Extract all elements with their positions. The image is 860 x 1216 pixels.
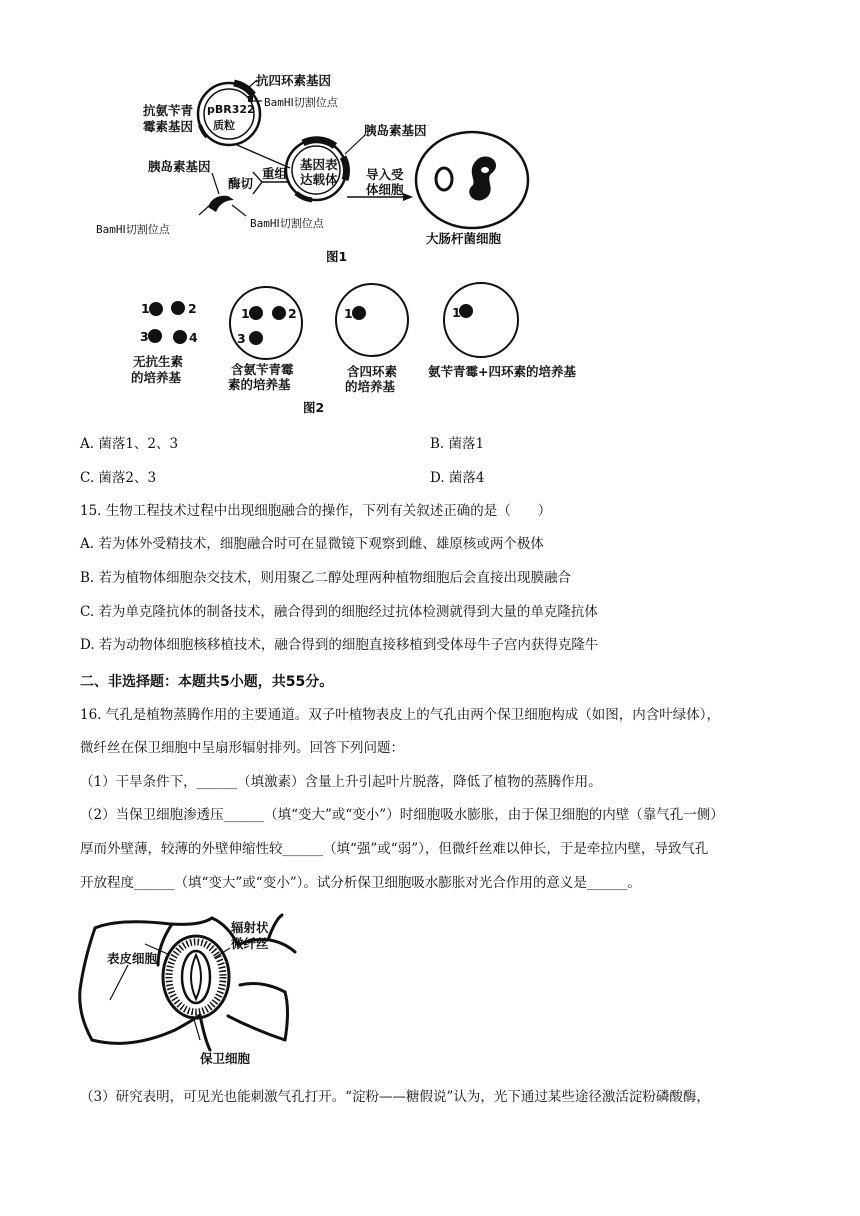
q16-sub3: （3）研究表明，可见光也能刺激气孔打开。“淀粉——糖假说”认为，光下通过某些途径激活淀粉磷酸酶， (80, 1089, 710, 1105)
figure-2-caption: 图2 (303, 400, 325, 415)
bamhi-top-label: BamHⅠ切割位点 (264, 96, 338, 109)
no-antibiotic-label-line2: 的培养基 (131, 370, 182, 385)
q14-option-d: D. 菌落4 (430, 470, 485, 486)
amp-medium-label-line1: 含氨苄青霉 (231, 362, 294, 377)
epidermal-wall-top-left (95, 918, 212, 928)
plasmid-label-line2: 质粒 (213, 119, 235, 132)
q15-option-d: D. 若为动物体细胞核移植技术，融合得到的细胞直接移植到受体母牛子宫内获得克隆牛 (80, 637, 599, 653)
bamhi-right-label: BamHⅠ切割位点 (250, 217, 324, 230)
q16-stem-line2: 微纤丝在保卫细胞中呈扇形辐射排列。回答下列问题： (80, 740, 404, 756)
insulin-gene-left-label: 胰岛素基因 (148, 159, 211, 174)
ecoli-label: 大肠杆菌细胞 (426, 231, 502, 246)
vector-label-line1: 基因表 (300, 157, 338, 172)
amp-tet-medium-label: 氨苄青霉+四环素的培养基 (428, 364, 576, 379)
plasmid-label-line1: pBR322 (207, 103, 255, 116)
colony-number-2-amp: 2 (288, 306, 297, 321)
guard-cell-pointer (193, 1016, 200, 1040)
colony-number-4: 4 (189, 330, 198, 345)
epidermal-wall-bottom (200, 1015, 210, 1050)
enzyme-cut-label: 酶切 (228, 176, 254, 191)
amp-gene-label-line1: 抗氨苄青 (143, 103, 194, 118)
import-label-line2: 体细胞 (366, 182, 404, 197)
epidermal-wall-right-edge (268, 915, 282, 940)
q16-sub2-line2: 厚而外壁薄，较薄的外壁伸缩性较______（填“强”或“弱”），但微纤丝难以伸长，于是牵拉内壁，导致气孔 (80, 841, 709, 857)
insulin-gene-right-label: 胰岛素基因 (364, 123, 427, 138)
q15-option-b: B. 若为植物体细胞杂交技术，则用聚乙二醇处理两种植物细胞后会直接出现膜融合 (80, 570, 572, 586)
guard-cell-label: 保卫细胞 (200, 1051, 251, 1066)
epidermal-cell-label: 表皮细胞 (107, 951, 158, 966)
figure-1-caption: 图1 (326, 249, 348, 264)
amp-gene-label-line2: 霉素基因 (143, 119, 194, 134)
tet-medium-label-line1: 含四环素 (347, 364, 398, 379)
colony-number-3-amp: 3 (237, 331, 246, 346)
q15-stem: 15. 生物工程技术过程中出现细胞融合的操作，下列有关叙述正确的是（ ） (80, 503, 552, 519)
tet-medium-label-line2: 的培养基 (345, 379, 396, 394)
q14-option-c: C. 菌落2、3 (80, 470, 157, 486)
colony-number-1-amp: 1 (241, 306, 250, 321)
bamhi-left-label: BamHⅠ切割位点 (96, 223, 170, 236)
colony-number-2: 2 (188, 301, 197, 316)
q14-option-b: B. 菌落1 (430, 436, 485, 452)
tet-gene-label: 抗四环素基因 (256, 73, 332, 88)
epidermal-pointer-1 (110, 965, 128, 1000)
amp-medium-label-line2: 素的培养基 (228, 377, 291, 392)
stoma-pore (191, 955, 201, 999)
q14-option-a: A. 菌落1、2、3 (80, 436, 179, 452)
colony-number-1-tet: 1 (344, 306, 353, 321)
q15-option-c: C. 若为单克隆抗体的制备技术，融合得到的细胞经过抗体检测就得到大量的单克隆抗体 (80, 604, 598, 620)
epidermal-wall-right-lower (240, 984, 285, 992)
colony-number-1-amp-tet: 1 (452, 305, 461, 320)
q16-sub2-line3: 开放程度______（填“变大”或“变小”）。试分析保卫细胞吸水膨胀对光合作用的意义是______。 (80, 875, 641, 891)
q16-sub1: （1）干旱条件下，______（填激素）含量上升引起叶片脱落，降低了植物的蒸腾作用。 (80, 774, 602, 790)
section-two-heading: 二、非选择题：本题共5小题，共55分。 (80, 674, 334, 690)
epidermal-wall-right-bottom-edge (285, 992, 288, 1040)
epidermal-wall-bottom-left (92, 1015, 200, 1043)
colony-number-1: 1 (141, 301, 150, 316)
q16-stem-line1: 16. 气孔是植物蒸腾作用的主要通道。双子叶植物表皮上的气孔由两个保卫细胞构成（如图，内含叶绿体）， (80, 707, 721, 723)
q16-sub2-line1: （2）当保卫细胞渗透压______（填“变大”或“变小”）时细胞吸水膨胀，由于保卫细胞的内壁（靠气孔一侧） (80, 807, 724, 823)
epidermal-wall-left (80, 928, 95, 1040)
import-label-line1: 导入受 (366, 167, 404, 182)
radial-fibril-label-line2: 微纤丝 (231, 936, 269, 951)
radial-fibril-label-line1: 辐射状 (231, 920, 269, 935)
q15-option-a: A. 若为体外受精技术，细胞融合时可在显微镜下观察到雌、雄原核或两个极体 (80, 536, 544, 552)
colony-number-3: 3 (140, 329, 149, 344)
no-antibiotic-label-line1: 无抗生素 (133, 354, 184, 369)
epidermal-wall-bottom-right (228, 1016, 285, 1040)
recombine-label: 重组 (262, 166, 288, 181)
vector-label-line2: 达载体 (300, 172, 338, 187)
